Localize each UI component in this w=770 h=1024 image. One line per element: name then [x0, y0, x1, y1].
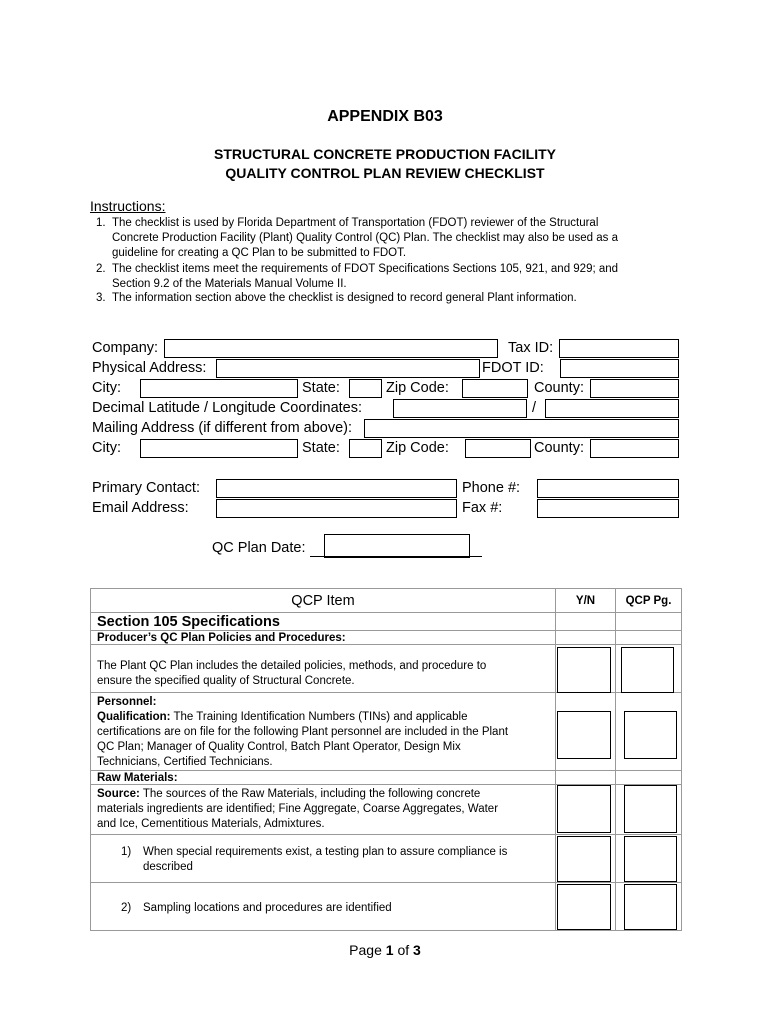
item-text: Technicians, Certified Technicians. [97, 756, 273, 768]
item-text: described [143, 861, 193, 873]
phone-label: Phone #: [462, 480, 521, 496]
primary-contact-label: Primary Contact: [92, 480, 200, 496]
instruction-number: 2. [96, 263, 106, 275]
tax-id-field[interactable] [559, 339, 679, 358]
qcp-pg-header-text: QCP Pg. [625, 594, 672, 607]
personnel-item [91, 693, 556, 771]
qcp-pg-field[interactable] [624, 884, 677, 930]
page-footer [0, 942, 770, 958]
yn-header-text: Y/N [575, 594, 596, 607]
instruction-item-3 [96, 291, 577, 306]
mailing-state-field[interactable] [349, 439, 382, 458]
physical-address-label: Physical Address: [92, 360, 207, 376]
table-row [91, 835, 682, 883]
item-text [121, 845, 555, 860]
pg-cell [616, 883, 682, 931]
empty-cell [616, 631, 682, 645]
page-of: of [393, 942, 414, 958]
pg-cell [616, 645, 682, 693]
sub-item-number: 2) [121, 902, 132, 914]
table-row [91, 785, 682, 835]
yn-cell [556, 645, 616, 693]
page-total: 3 [413, 942, 421, 958]
yn-cell [556, 835, 616, 883]
qcp-checklist-table [90, 588, 682, 931]
empty-cell [616, 613, 682, 631]
form-title-line1: STRUCTURAL CONCRETE PRODUCTION FACILITY [214, 146, 556, 162]
mailing-state-label: State: [302, 440, 340, 456]
instruction-text: The checklist is used by Florida Department of Transportation (FDOT) reviewer of the Structural [112, 217, 599, 229]
item-text [97, 787, 549, 802]
mailing-zip-code-field[interactable] [465, 439, 531, 458]
tax-id-label: Tax ID: [508, 340, 554, 356]
primary-contact-field[interactable] [216, 479, 457, 498]
state-field[interactable] [349, 379, 382, 398]
mailing-county-field[interactable] [590, 439, 679, 458]
item-text: materials ingredients are identified; Fine Aggregate, Coarse Aggregates, Water [97, 803, 499, 815]
form-title-line2: QUALITY CONTROL PLAN REVIEW CHECKLIST [225, 165, 545, 181]
item-text: and Ice, Cementitious Materials, Admixtures. [97, 818, 325, 830]
mailing-address-label: Mailing Address (if different from above): [92, 420, 353, 436]
qualification-label: Qualification: [97, 711, 171, 723]
empty-cell [556, 613, 616, 631]
instruction-text: The information section above the checklist is designed to record general Plant information. [112, 292, 577, 304]
yn-checkbox[interactable] [557, 711, 611, 759]
raw-materials-subheading-text: Raw Materials: [97, 771, 178, 784]
yn-checkbox[interactable] [557, 785, 611, 833]
qc-plan-date-field[interactable] [324, 534, 470, 558]
yn-cell [556, 883, 616, 931]
lat-long-separator: / [532, 400, 537, 416]
email-address-field[interactable] [216, 499, 457, 518]
section-heading-text: Section 105 Specifications [97, 613, 280, 630]
appendix-title: APPENDIX B03 [327, 108, 443, 125]
qcp-item-header [91, 589, 556, 613]
item-text: certifications are on file for the following Plant personnel are included in the Plant [97, 726, 509, 738]
policies-subheading [91, 631, 556, 645]
qcp-pg-field[interactable] [621, 647, 674, 693]
item-text: ensure the specified quality of Structural Concrete. [97, 675, 355, 687]
instruction-item-1 [96, 216, 618, 261]
subheading-row [91, 771, 682, 785]
qcp-pg-field[interactable] [624, 785, 677, 833]
pg-cell [616, 785, 682, 835]
qualification-text: The Training Identification Numbers (TINs) and applicable [170, 711, 468, 723]
instructions-heading: Instructions: [90, 198, 166, 214]
lat-long-label: Decimal Latitude / Longitude Coordinates: [92, 400, 363, 416]
section-heading [91, 613, 556, 631]
table-row [91, 693, 682, 771]
source-label: Source: [97, 788, 140, 800]
county-label: County: [534, 380, 584, 396]
qcp-item-header-text: QCP Item [291, 592, 355, 609]
state-label: State: [302, 380, 340, 396]
instruction-text: Concrete Production Facility (Plant) Quality Control (QC) Plan. The checklist may also be used as a [112, 232, 618, 244]
section-row [91, 613, 682, 631]
personnel-subheading: Personnel: [97, 696, 157, 708]
sub-item-text: Sampling locations and procedures are identified [143, 902, 392, 914]
instruction-text: Section 9.2 of the Materials Manual Volume II. [112, 278, 347, 290]
empty-cell [556, 771, 616, 785]
sub-item-number: 1) [121, 846, 132, 858]
zip-code-label: Zip Code: [386, 380, 449, 396]
item-text: The Plant QC Plan includes the detailed policies, methods, and procedure to [97, 660, 487, 672]
fax-field[interactable] [537, 499, 679, 518]
page-prefix: Page [349, 942, 386, 958]
mailing-county-label: County: [534, 440, 584, 456]
raw-materials-subheading [91, 771, 556, 785]
policies-subheading-text: Producer’s QC Plan Policies and Procedures: [97, 631, 346, 644]
instruction-text: The checklist items meet the requirements of FDOT Specifications Sections 105, 921, and 929; and [112, 263, 619, 275]
fdot-id-label: FDOT ID: [482, 360, 544, 376]
physical-address-field[interactable] [216, 359, 480, 378]
sub-item-1 [91, 835, 556, 883]
fdot-id-field[interactable] [560, 359, 679, 378]
item-text [97, 710, 555, 725]
source-item [91, 785, 556, 835]
mailing-city-label: City: [92, 440, 121, 456]
source-text: The sources of the Raw Materials, including the following concrete [139, 788, 481, 800]
subheading-row [91, 631, 682, 645]
table-header-row [91, 589, 682, 613]
empty-cell [616, 771, 682, 785]
instruction-number: 3. [96, 292, 106, 304]
city-field[interactable] [140, 379, 298, 398]
instruction-text: guideline for creating a QC Plan to be submitted to FDOT. [112, 247, 407, 259]
qcp-pg-header [616, 589, 682, 613]
email-address-label: Email Address: [92, 500, 189, 516]
county-field[interactable] [590, 379, 679, 398]
instruction-item-2 [96, 262, 618, 292]
latitude-field[interactable] [393, 399, 527, 418]
item-text [121, 901, 555, 916]
company-label: Company: [92, 340, 159, 356]
qc-plan-date-underline [310, 556, 482, 557]
zip-code-field[interactable] [462, 379, 528, 398]
longitude-field[interactable] [545, 399, 679, 418]
company-field[interactable] [164, 339, 498, 358]
phone-field[interactable] [537, 479, 679, 498]
mailing-zip-code-label: Zip Code: [386, 440, 449, 456]
city-label: City: [92, 380, 121, 396]
item-text: QC Plan; Manager of Quality Control, Batch Plant Operator, Design Mix [97, 741, 461, 753]
empty-cell [556, 631, 616, 645]
yn-header [556, 589, 616, 613]
yn-checkbox[interactable] [557, 647, 611, 693]
sub-item-text: When special requirements exist, a testing plan to assure compliance is [143, 846, 508, 858]
yn-cell [556, 785, 616, 835]
qcp-pg-field[interactable] [624, 836, 677, 882]
qcp-pg-field[interactable] [624, 711, 677, 759]
instruction-number: 1. [96, 217, 106, 229]
pg-cell [616, 835, 682, 883]
sub-item-2 [91, 883, 556, 931]
mailing-city-field[interactable] [140, 439, 298, 458]
policies-item [91, 645, 556, 693]
yn-checkbox[interactable] [557, 884, 611, 930]
mailing-address-field[interactable] [364, 419, 679, 438]
page-number: 1 [385, 942, 394, 958]
pg-cell [616, 693, 682, 771]
qc-plan-date-label: QC Plan Date: [212, 540, 306, 556]
yn-checkbox[interactable] [557, 836, 611, 882]
fax-label: Fax #: [462, 500, 503, 516]
yn-cell [556, 693, 616, 771]
table-row [91, 883, 682, 931]
table-row [91, 645, 682, 693]
